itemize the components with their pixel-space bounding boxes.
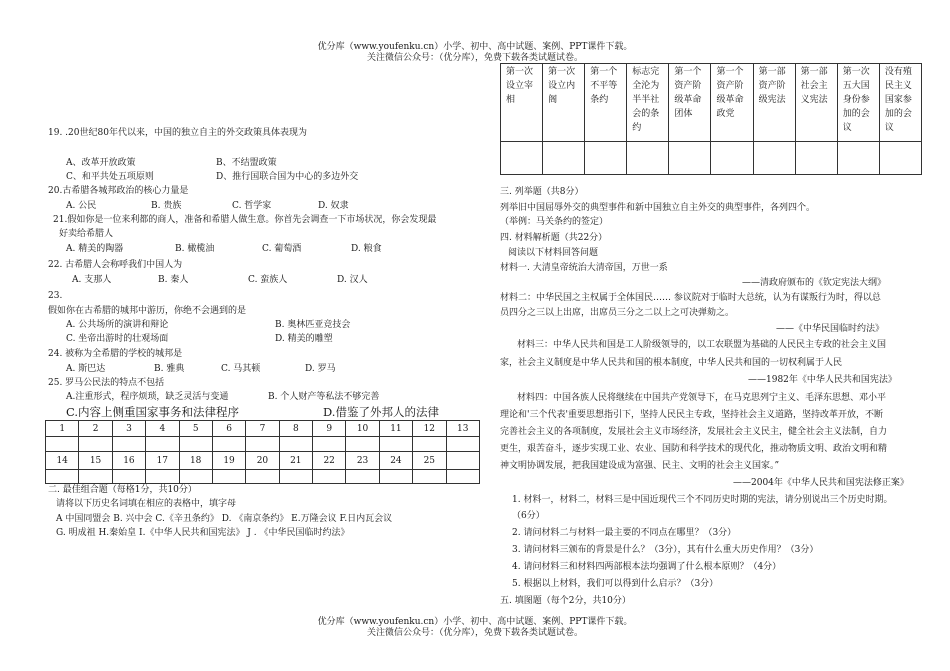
material-3-source: ——1982年《中华人民共和国宪法》 — [748, 375, 897, 385]
q21-option-d: D. 粮食 — [351, 244, 382, 254]
section-5-title: 五. 填图题（每个2分，共10分） — [500, 596, 631, 606]
history-terms-header-row — [501, 64, 922, 142]
header-line-1: 优分库（www.youfenku.cn）小学、初中、高中试题、案例、PPT课件下载。 — [317, 42, 633, 52]
q21-option-a: A. 精美的陶器 — [66, 244, 124, 254]
answer-cell[interactable] — [279, 437, 312, 452]
answer-grid-number: 20 — [246, 452, 279, 470]
material-4-line-2: 理论和'三个代表'重要思想指引下，坚持人民民主专政，坚持社会主义道路，坚持改革开放，不断 — [500, 410, 883, 420]
answer-grid-number: 11 — [379, 421, 412, 437]
table-header-cell: 第一个资产阶级革命政党 — [711, 64, 753, 142]
answer-cell[interactable] — [446, 470, 480, 484]
q25-option-d: D.借鉴了外邦人的法律 — [323, 405, 439, 419]
answer-cell[interactable] — [669, 142, 711, 175]
q24-option-d: D. 罗马 — [305, 364, 336, 374]
q24-option-a: A. 斯巴达 — [66, 364, 106, 374]
q19-option-c: C、和平共处五项原则 — [66, 172, 154, 182]
answer-cell[interactable] — [313, 437, 346, 452]
question-25: 25. 罗马公民法的特点不包括 — [48, 378, 165, 388]
question-21: 21.假如你是一位来利都的商人，准备和希腊人做生意。你首先会调查一下市场状况，你会发现最 — [53, 215, 437, 225]
history-terms-answer-row — [501, 142, 922, 175]
question-20: 20.古希腊各城邦政治的核心力量是 — [48, 186, 189, 196]
answer-grid-number: 2 — [79, 421, 112, 437]
q23-option-a: A. 公共场所的演讲和辩论 — [66, 320, 169, 330]
q22-option-c: C. 蛮族人 — [248, 275, 288, 285]
q25-option-c: C.内容上侧重国家事务和法律程序 — [66, 405, 240, 419]
question-22: 22. 古希腊人会称呼我们中国人为 — [48, 260, 183, 270]
material-4-line-5: 神文明协调发展，把我国建设成为富强、民主、文明的社会主义国家。” — [500, 461, 780, 471]
answer-cell[interactable] — [346, 470, 379, 484]
q23-option-b: B. 奥林匹亚竞技会 — [275, 320, 351, 330]
q24-option-c: C. 马其顿 — [221, 364, 261, 374]
answer-cell[interactable] — [413, 437, 446, 452]
answer-grid-number: 22 — [313, 452, 346, 470]
table-header-cell: 第一次设立宰相 — [501, 64, 543, 142]
question-19: 19. .20世纪80年代以来，中国的独立自主的外交政策具体表现为 — [48, 128, 307, 138]
answer-cell[interactable] — [313, 470, 346, 484]
q19-option-d: D、推行国联合国为中心的多边外交 — [216, 172, 359, 182]
answer-grid-number: 17 — [146, 452, 179, 470]
question-23-number: 23. — [48, 291, 63, 301]
table-header-cell: 没有殖民主义国家参加的会议 — [879, 64, 921, 142]
sub-question-4: 4. 请问材料三和材料四两部根本法均强调了什么根本原则？（4分） — [512, 562, 782, 572]
answer-grid-number: 9 — [313, 421, 346, 437]
answer-cell[interactable] — [879, 142, 921, 175]
answer-grid-number: 3 — [112, 421, 145, 437]
q25-option-a: A.注重形式，程序烦琐，缺乏灵活与变通 — [66, 392, 229, 402]
answer-grid-number — [446, 452, 480, 470]
question-23: 假如你在古希腊的城邦中游历，你绝不会遇到的是 — [48, 306, 247, 316]
section-3-question: 列举旧中国屈辱外交的典型事件和新中国独立自主外交的典型事件，各列四个。 — [500, 203, 816, 213]
q21-option-c: C. 葡萄酒 — [262, 244, 302, 254]
footer-line-1: 优分库（www.youfenku.cn）小学、初中、高中试题、案例、PPT课件下载。 — [317, 617, 633, 627]
answer-grid-number: 13 — [446, 421, 480, 437]
q20-option-a: A. 公民 — [66, 201, 97, 211]
history-terms-table — [500, 63, 922, 175]
answer-cell[interactable] — [837, 142, 879, 175]
answer-cell[interactable] — [711, 142, 753, 175]
answer-cell[interactable] — [585, 142, 627, 175]
answer-grid-number: 8 — [279, 421, 312, 437]
section-4-instruction: 阅读以下材料回答问题 — [508, 248, 599, 258]
answer-grid-number: 7 — [246, 421, 279, 437]
material-1-source: ——清政府颁布的《钦定宪法大纲》 — [742, 278, 887, 288]
table-header-cell: 标志完全沦为半半社会的条约 — [627, 64, 669, 142]
sub-question-5: 5. 根据以上材料，我们可以得到什么启示？（3分） — [512, 579, 719, 589]
sub-question-3: 3. 请问材料三颁布的背景是什么？（3分），其有什么重大历史作用？（3分） — [512, 545, 819, 555]
answer-cell[interactable] — [501, 142, 543, 175]
q23-option-c: C. 坐帝出游时的壮观场面 — [66, 334, 169, 344]
section-2-title: 二. 最佳组合题（每格1分，共10分） — [48, 485, 197, 495]
answer-grid-number: 19 — [212, 452, 245, 470]
table-header-cell: 第一个资产阶级革命团体 — [669, 64, 711, 142]
answer-grid-number: 23 — [346, 452, 379, 470]
answer-cell[interactable] — [112, 470, 145, 484]
q20-option-b: B. 贵族 — [151, 201, 182, 211]
answer-grid-row-numbers-1 — [46, 421, 480, 437]
answer-grid-number: 6 — [212, 421, 245, 437]
answer-grid-number: 12 — [413, 421, 446, 437]
answer-cell[interactable] — [246, 470, 279, 484]
q20-option-c: C. 哲学家 — [232, 201, 272, 211]
section-2-instruction: 请将以下历史名词填在相应的表格中，填字母 — [56, 499, 237, 509]
answer-grid-number: 18 — [179, 452, 212, 470]
question-24: 24. 被称为全希腊的学校的城邦是 — [48, 349, 183, 359]
table-header-cell: 第一次五大国身份参加的会议 — [837, 64, 879, 142]
q23-option-d: D. 精美的雕塑 — [275, 334, 333, 344]
material-2-line-1: 材料二：中华民国之主权属于全体国民…… 参议院对于临时大总统，认为有谋叛行为时，得以总 — [500, 293, 881, 303]
answer-grid-number: 16 — [112, 452, 145, 470]
answer-grid-row-numbers-2 — [46, 452, 480, 470]
table-header-cell: 第一部资产阶级宪法 — [753, 64, 795, 142]
material-4-line-1: 材料四：中国各族人民将继续在中国共产党领导下，在马克思列宁主义、毛泽东思想、邓小平 — [517, 393, 887, 403]
q24-option-b: B. 雅典 — [154, 364, 185, 374]
answer-cell[interactable] — [627, 142, 669, 175]
answer-cell[interactable] — [543, 142, 585, 175]
header-line-2: 关注微信公众号：（优分库），免费下载各类试题试卷。 — [366, 53, 583, 63]
answer-cell[interactable] — [413, 470, 446, 484]
answer-grid-number: 1 — [46, 421, 79, 437]
sub-question-1-points: （6分） — [512, 511, 545, 521]
material-4-line-4: 更生，艰苦奋斗，逐步实现工业、农业、国防和科学技术的现代化，推动物质文明、政治文明和精 — [500, 444, 888, 454]
answer-cell[interactable] — [795, 142, 837, 175]
q21-option-b: B. 橄榄油 — [175, 244, 215, 254]
material-2-source: ——《中华民国临时约法》 — [776, 324, 885, 334]
q19-option-b: B、不结盟政策 — [216, 158, 277, 168]
answer-cell[interactable] — [46, 470, 79, 484]
answer-grid-row-blank-1 — [46, 437, 480, 452]
answer-grid-number: 25 — [413, 452, 446, 470]
material-2-line-2: 员四分之三以上出席，出席员三分之二以上之可决弹劾之。 — [500, 308, 735, 318]
answer-grid — [45, 420, 480, 484]
answer-cell[interactable] — [379, 470, 412, 484]
answer-grid-number: 10 — [346, 421, 379, 437]
answer-cell[interactable] — [79, 470, 112, 484]
answer-cell[interactable] — [146, 470, 179, 484]
answer-grid-number: 5 — [179, 421, 212, 437]
table-header-cell: 第一部社会主义宪法 — [795, 64, 837, 142]
material-4-line-3: 完善社会主义的各项制度，发展社会主义市场经济，发展社会主义民主，健全社会主义法制，自力 — [500, 427, 888, 437]
q25-option-b: B. 个人财产等私法不够完善 — [268, 392, 380, 402]
material-3-line-1: 材料三：中华人民共和国是工人阶级领导的，以工农联盟为基础的人民民主专政的社会主义国 — [517, 340, 887, 350]
material-3-line-2: 家，社会主义制度是中华人民共和国的根本制度，中华人民共和国的一切权利属于人民 — [500, 358, 843, 368]
answer-cell[interactable] — [46, 437, 79, 452]
q22-option-b: B. 秦人 — [158, 275, 189, 285]
section-3-title: 三. 列举题（共8分） — [500, 187, 584, 197]
table-header-cell: 第一个不平等条约 — [585, 64, 627, 142]
q22-option-d: D. 汉人 — [337, 275, 368, 285]
answer-cell[interactable] — [379, 437, 412, 452]
answer-cell[interactable] — [212, 470, 245, 484]
answer-cell[interactable] — [446, 437, 480, 452]
answer-grid-number: 21 — [279, 452, 312, 470]
answer-cell[interactable] — [279, 470, 312, 484]
table-header-cell: 第一次设立内阁 — [543, 64, 585, 142]
answer-grid-row-blank-2 — [46, 470, 480, 484]
q20-option-d: D. 奴隶 — [318, 201, 349, 211]
question-21-cont: 好卖给希腊人 — [59, 229, 114, 239]
answer-cell[interactable] — [79, 437, 112, 452]
q19-option-a: A、改革开放政策 — [66, 158, 136, 168]
section-2-options-row-1: A 中国同盟会 B. 兴中会 C.《辛丑条约》 D. 《南京条约》 E.万隆会议 F.日内瓦会议 — [56, 514, 393, 524]
material-4-source: ——2004年《中华人民共和国宪法修正案》 — [733, 478, 909, 488]
material-1: 材料一. 大清皇帝统治大清帝国，万世一系 — [500, 263, 668, 273]
answer-grid-number: 24 — [379, 452, 412, 470]
section-4-title: 四. 材料解析题（共22分） — [500, 233, 608, 243]
answer-cell[interactable] — [246, 437, 279, 452]
answer-cell[interactable] — [179, 437, 212, 452]
answer-grid-number: 14 — [46, 452, 79, 470]
answer-cell[interactable] — [112, 437, 145, 452]
answer-cell[interactable] — [753, 142, 795, 175]
q22-option-a: A. 支那人 — [72, 275, 112, 285]
sub-question-1: 1. 材料一，材料二，材料三是中国近现代三个不同历史时期的宪法，请分别说出三个历史时期。 — [512, 495, 893, 505]
answer-cell[interactable] — [146, 437, 179, 452]
section-2-options-row-2: G. 明成祖 H.秦始皇 I.《中华人民共和国宪法》 J . 《中华民国临时约法》 — [56, 528, 350, 538]
answer-cell[interactable] — [212, 437, 245, 452]
answer-cell[interactable] — [346, 437, 379, 452]
sub-question-2: 2. 请问材料二与材料一最主要的不同点在哪里？（3分） — [512, 528, 737, 538]
answer-grid-number: 15 — [79, 452, 112, 470]
answer-cell[interactable] — [179, 470, 212, 484]
section-3-example: （举例：马关条约的签定） — [500, 217, 609, 227]
answer-grid-number: 4 — [146, 421, 179, 437]
footer-line-2: 关注微信公众号：（优分库），免费下载各类试题试卷。 — [366, 628, 583, 638]
